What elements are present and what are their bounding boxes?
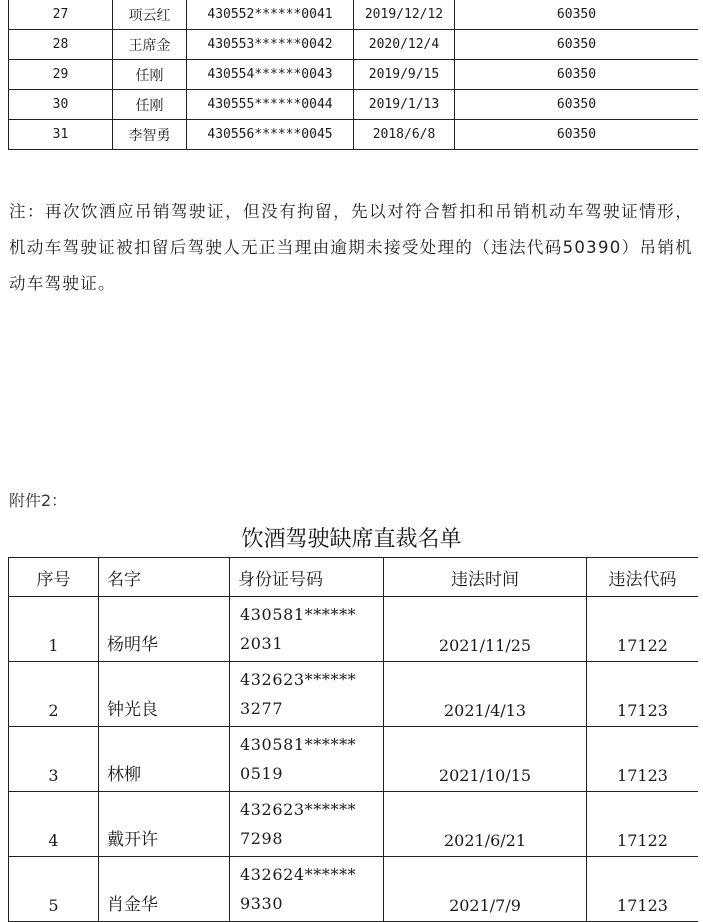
row-number: 1 [9, 597, 99, 662]
table-row [9, 120, 699, 150]
violation-code: 60350 [455, 120, 699, 150]
row-number: 31 [9, 120, 113, 150]
absentee-table-body [9, 597, 699, 922]
table-row [9, 727, 699, 792]
violation-date: 2018/6/8 [354, 120, 455, 150]
table-header [9, 558, 699, 597]
table-row [9, 90, 699, 120]
violation-date: 2020/12/4 [354, 30, 455, 60]
row-number: 28 [9, 30, 113, 60]
person-name: 林柳 [99, 727, 230, 792]
row-number: 29 [9, 60, 113, 90]
row-number: 30 [9, 90, 113, 120]
violation-code: 60350 [455, 60, 699, 90]
id-number-line1: 430581****** [240, 735, 357, 754]
violation-code: 17123 [587, 662, 699, 727]
row-number: 3 [9, 727, 99, 792]
id-number: 430556******0045 [187, 120, 354, 150]
violation-date: 2021/4/13 [384, 662, 587, 727]
id-number-line1: 430581****** [240, 605, 357, 624]
row-number: 4 [9, 792, 99, 857]
note-paragraph: 注：再次饮酒应吊销驾驶证，但没有拘留，先以对符合暂扣和吊销机动车驾驶证情形，机动车驾驶证被扣留后驾驶人无正当理由逾期未接受处理的（违法代码50390）吊销机动车驾驶证。 [9, 202, 693, 293]
violation-date: 2021/6/21 [384, 792, 587, 857]
table-row [9, 597, 699, 662]
violation-date: 2019/12/12 [354, 0, 455, 30]
violation-date: 2021/10/15 [384, 727, 587, 792]
violation-code: 17122 [587, 792, 699, 857]
table-row [9, 60, 699, 90]
person-name: 戴开许 [99, 792, 230, 857]
id-number: 430553******0042 [187, 30, 354, 60]
id-number: 430552******0041 [187, 0, 354, 30]
attachment-label: 附件2： [9, 491, 68, 510]
id-number: 430555******0044 [187, 90, 354, 120]
table-row [9, 0, 699, 30]
row-number: 2 [9, 662, 99, 727]
header-date: 违法时间 [384, 558, 587, 597]
violation-code: 60350 [455, 90, 699, 120]
violation-date: 2021/7/9 [384, 857, 587, 922]
id-number [230, 727, 384, 792]
id-number [230, 792, 384, 857]
list-title: 饮酒驾驶缺席直裁名单 [241, 527, 462, 552]
violation-code: 60350 [455, 0, 699, 30]
id-number-line1: 432623****** [240, 670, 357, 689]
violation-code: 60350 [455, 30, 699, 60]
offender-table-continued [8, 0, 698, 150]
absentee-ruling-table [8, 557, 698, 922]
offender-table-body [9, 0, 699, 150]
violation-code: 17122 [587, 597, 699, 662]
id-number: 430554******0043 [187, 60, 354, 90]
violation-date: 2019/1/13 [354, 90, 455, 120]
id-number-line2: 0519 [240, 764, 284, 783]
header-row [9, 558, 699, 597]
person-name: 钟光良 [99, 662, 230, 727]
id-number [230, 662, 384, 727]
violation-code: 17123 [587, 727, 699, 792]
violation-code: 17123 [587, 857, 699, 922]
table-row [9, 857, 699, 922]
person-name: 杨明华 [99, 597, 230, 662]
id-number-line1: 432623****** [240, 800, 357, 819]
table-row [9, 662, 699, 727]
table-row [9, 30, 699, 60]
row-number: 27 [9, 0, 113, 30]
id-number-line2: 2031 [240, 634, 284, 653]
person-name: 王席金 [113, 30, 187, 60]
id-number [230, 597, 384, 662]
header-no: 序号 [9, 558, 99, 597]
person-name: 李智勇 [113, 120, 187, 150]
row-number: 5 [9, 857, 99, 922]
id-number [230, 857, 384, 922]
id-number-line2: 7298 [240, 829, 284, 848]
violation-date: 2021/11/25 [384, 597, 587, 662]
id-number-line2: 3277 [240, 699, 284, 718]
id-number-line1: 432624****** [240, 865, 357, 884]
person-name: 任刚 [113, 90, 187, 120]
person-name: 肖金华 [99, 857, 230, 922]
table-row [9, 792, 699, 857]
header-code: 违法代码 [587, 558, 699, 597]
id-number-line2: 9330 [240, 894, 284, 913]
header-name: 名字 [99, 558, 230, 597]
header-id: 身份证号码 [230, 558, 384, 597]
violation-date: 2019/9/15 [354, 60, 455, 90]
person-name: 任刚 [113, 60, 187, 90]
person-name: 项云红 [113, 0, 187, 30]
